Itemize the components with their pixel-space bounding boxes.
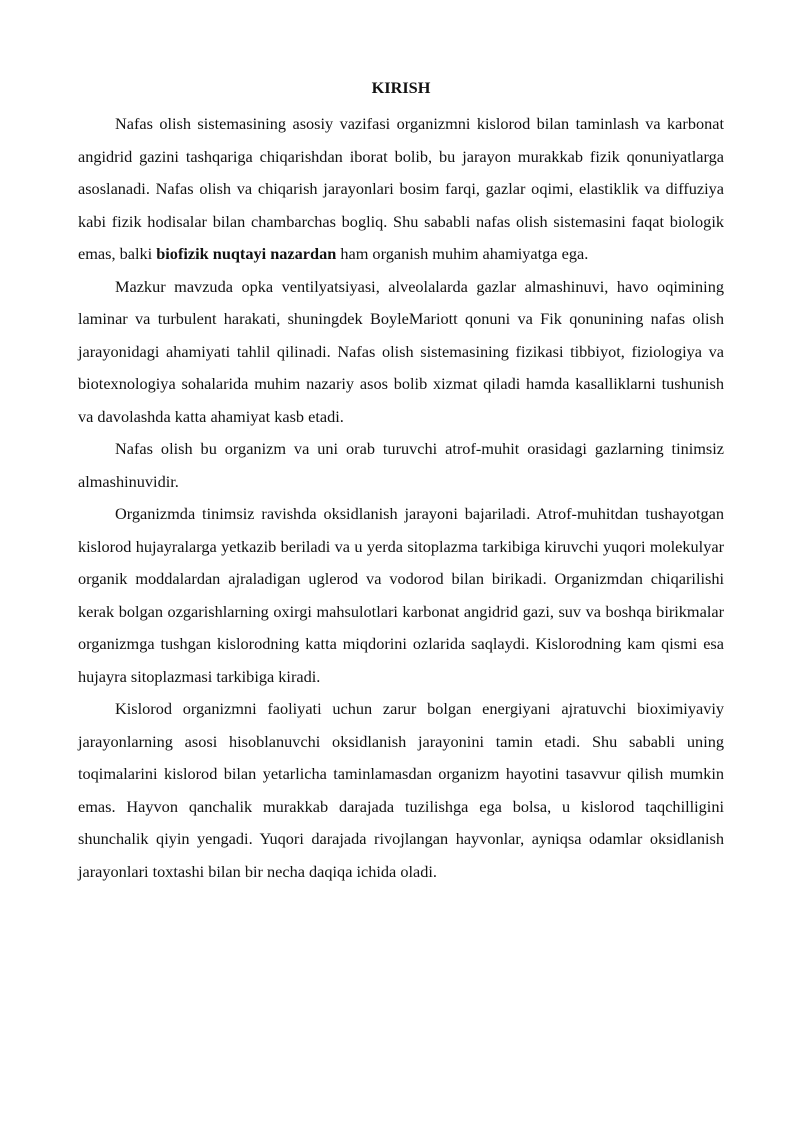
page-title: KIRISH — [371, 78, 431, 97]
paragraph-4: Organizmda tinimsiz ravishda oksidlanish jarayoni bajariladi. Atrof-muhitdan tushayotgan kislorod hujayralarga yetkazib beriladi va u yerda sitoplazma tarkibiga kiruvchi yuqori molekulyar organik moddalardan ajraladigan uglerod va vodorod bilan birikadi. Organizmdan chiqarilishi kerak bolgan ozgarishlarning oxirgi mahsulotlari karbonat angidrid gazi, suv va boshqa birikmalar organizmga tushgan kislorodning katta miqdorini ozlarida saqlaydi. Kislorodning kam qismi esa hujayra sitoplazmasi tarkibiga kiradi. — [78, 504, 724, 686]
paragraph-2: Mazkur mavzuda opka ventilyatsiyasi, alveolalarda gazlar almashinuvi, havo oqimining laminar va turbulent harakati, shuningdek BoyleMariott qonuni va Fik qonunining nafas olish jarayonidagi ahamiyati tahlil qilinadi. Nafas olish sistemasining fizikasi tibbiyot, fiziologiya va biotexnologiya sohalarida muhim nazariy asos bolib xizmat qiladi hamda kasalliklarni tushunish va davolashda katta ahamiyat kasb etadi. — [78, 276, 724, 426]
paragraph-1-text-start: Nafas olish sistemasining asosiy vazifasi organizmni kislorod bilan taminlash va karbonat angidrid gazini tashqariga chiqarishdan iborat bolib, bu jarayon murakkab fizik qonuniyatlarga asoslanadi. Nafas olish va chiqarish jarayonlari bosim farqi, gazlar oqimi, elastiklik va diffuziya kabi fizik hodisalar bilan chambarchas bogliq. Shu sababli nafas olish sistemasini faqat biologik emas, balki — [78, 114, 724, 263]
paragraph-5: Kislorod organizmni faoliyati uchun zarur bolgan energiyani ajratuvchi bioximiyaviy jarayonlarning asosi hisoblanuvchi oksidlanish jarayonini tamin etadi. Shu sababli uning toqimalarini kislorod bilan yetarlicha taminlamasdan organizm hayotini tasavvur qilish mumkin emas. Hayvon qanchalik murakkab darajada tuzilishga ega bolsa, u kislorod taqchilligini shunchalik qiyin yengadi. Yuqori darajada rivojlangan hayvonlar, ayniqsa odamlar oksidlanish jarayonlari toxtashi bilan bir necha daqiqa ichida oladi. — [78, 699, 724, 881]
document-page — [78, 72, 724, 888]
paragraph-1-text-end: ham organish muhim ahamiyatga ega. — [336, 244, 589, 263]
paragraph-1 — [78, 108, 724, 271]
paragraph-1-bold-phrase: biofizik nuqtayi nazardan — [156, 244, 337, 263]
paragraph-3: Nafas olish bu organizm va uni orab turuvchi atrof-muhit orasidagi gazlarning tinimsiz almashinuvidir. — [78, 439, 724, 491]
